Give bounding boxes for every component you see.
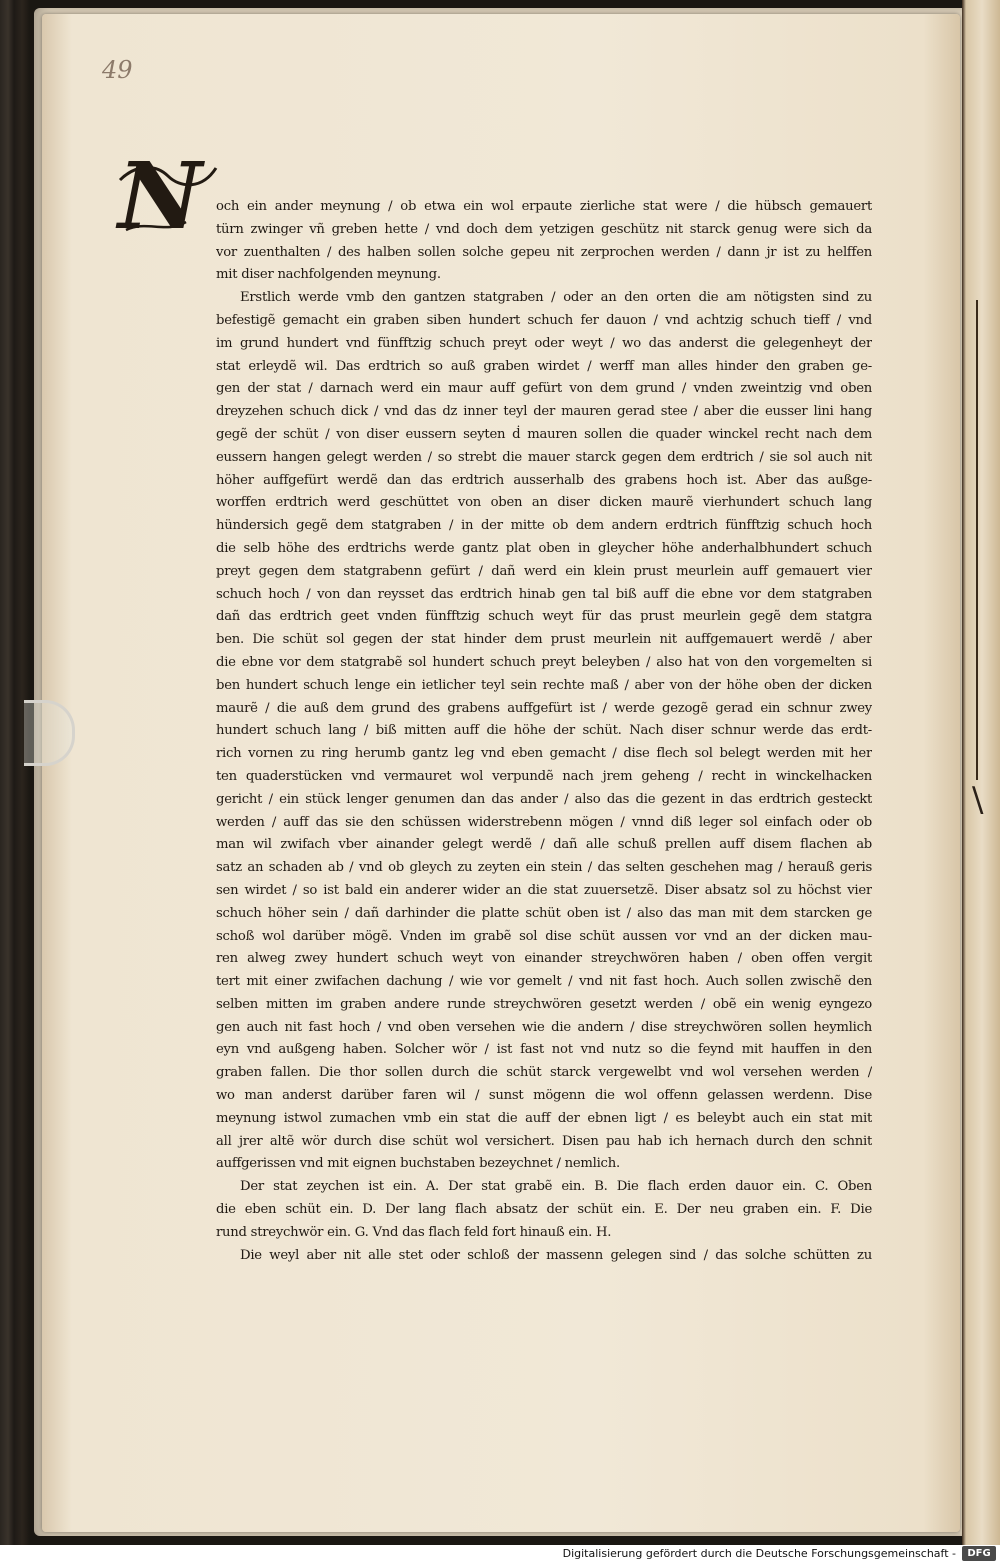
facing-page-rule — [976, 300, 978, 780]
text-line: werden / auff das sie den schüssen widerstrebenn mögen / vnnd diß leger sol einfach oder ob — [216, 814, 872, 830]
body-text — [216, 196, 872, 1267]
text-line: rich vornen zu ring herumb gantz leg vnd eben gemacht / dise flech sol belegt werden mit her — [216, 746, 872, 762]
text-line: Der stat zeychen ist ein. A. Der stat grabẽ ein. B. Die flach erden dauor ein. C. Oben — [240, 1179, 872, 1195]
text-line: ren alweg zwey hundert schuch weyt von einander streychwören haben / oben offen vergit — [216, 951, 872, 967]
text-line: graben fallen. Die thor sollen durch die schüt starck vergewelbt vnd wol versehen werden / — [216, 1065, 872, 1081]
text-line: schoß wol darüber mögẽ. Vnden im grabẽ sol dise schüt aussen vor vnd an der dicken mau- — [216, 928, 872, 944]
text-line: Die weyl aber nit alle stet oder schloß der massenn gelegen sind / das solche schütten zu — [240, 1247, 872, 1263]
text-line: höher auffgefürt werdẽ dan das erdtrich ausserhalb des grabens hoch ist. Aber das außge- — [216, 472, 872, 488]
text-line: eyn vnd außgeng haben. Solcher wör / ist fast not vnd nutz so die feynd mit hauffen in den — [216, 1042, 872, 1058]
text-line: eussern hangen gelegt werden / so strebt die mauer starck gegen dem erdtrich / sie sol auch nit — [216, 449, 872, 465]
text-line: dañ das erdtrich geet vnden fünfftzig schuch weyt für das prust meurlein gegẽ dem statgra — [216, 609, 872, 625]
text-line: sen wirdet / so ist bald ein anderer wider an die stat zuuersetzẽ. Diser absatz sol zu höchst vier — [216, 882, 872, 898]
text-line: stat erleydẽ wil. Das erdtrich so auß graben wirdet / werff man alles hinder den graben ge- — [216, 358, 872, 374]
text-line: all jrer altẽ wör durch dise schüt wol versichert. Disen pau hab ich hernach durch den schnit — [216, 1133, 872, 1149]
text-line: satz an schaden ab / vnd ob gleych zu zeyten ein stein / das selten geschehen mag / herauß geris — [216, 860, 872, 876]
text-line: preyt gegen dem statgrabenn gefürt / dañ werd ein klein prust meurlein auff gemauert vier — [216, 563, 872, 579]
text-line: schuch hoch / von dan reysset das erdtrich hinab gen tal biß auff die ebne vor dem statgraben — [216, 586, 872, 602]
text-line: türn zwinger vñ greben hette / vnd doch dem yetzigen geschütz nit starck genug were sich da — [216, 221, 872, 237]
text-line: hündersich gegẽ dem statgraben / in der mitte ob dem andern erdtrich fünfftzig schuch hoch — [216, 518, 872, 534]
text-line: ben hundert schuch lenge ein ietlicher teyl sein rechte maß / aber von der höhe oben der dicken — [216, 677, 872, 693]
text-line: gericht / ein stück lenger genumen dan das ander / also das die gezent in das erdtrich gesteckt — [216, 791, 872, 807]
text-line: schuch höher sein / dañ darhinder die platte schüt oben ist / also das man mit dem starcken ge — [216, 905, 872, 921]
folio-number: 49 — [102, 56, 133, 84]
text-line: rund streychwör ein. G. Vnd das flach feld fort hinauß ein. H. — [216, 1224, 612, 1240]
text-line: mit diser nachfolgenden meynung. — [216, 267, 441, 283]
dfg-logo: DFG — [962, 1546, 996, 1561]
decorated-initial: N — [118, 142, 203, 250]
footer-funding-text: Digitalisierung gefördert durch die Deutsche Forschungsgemeinschaft - — [562, 1547, 956, 1560]
facing-page-edge — [962, 0, 1000, 1545]
text-line: selben mitten im graben andere runde streychwören gesetzt werden / obẽ ein wenig eyngezo — [216, 996, 872, 1012]
text-line: die ebne vor dem statgrabẽ sol hundert schuch preyt beleyben / also hat von den vorgemelten si — [216, 654, 872, 670]
text-line: dreyzehen schuch dick / vnd das dz inner teyl der mauren gerad stee / aber die eusser lini hang — [216, 404, 872, 420]
text-line: worffen erdtrich werd geschüttet von oben an diser dicken maurẽ vierhundert schuch lang — [216, 495, 872, 511]
text-line: wo man anderst darüber faren wil / sunst mögenn die wol offenn gelassen werdenn. Dise — [216, 1088, 872, 1104]
text-line: meynung istwol zumachen vmb ein stat die auff der ebnen ligt / es beleybt auch ein stat mit — [216, 1110, 872, 1126]
text-line: maurẽ / die auß dem grund des grabens auffgefürt ist / werde gezogẽ gerad ein schnur zwey — [216, 700, 872, 716]
text-line: tert mit einer zwifachen dachung / wie vor gemelt / vnd nit fast hoch. Auch sollen zwischẽ den — [216, 974, 872, 990]
text-line: Erstlich werde vmb den gantzen statgraben / oder an den orten die am nötigsten sind zu — [240, 290, 872, 306]
facing-page-glyph: \ — [972, 780, 984, 820]
text-line: gen der stat / darnach werd ein maur auff gefürt von dem grund / vnden zweintzig vnd oben — [216, 381, 872, 397]
footer-bar — [0, 1545, 1000, 1563]
text-line: gen auch nit fast hoch / vnd oben versehen wie die andern / dise streychwören sollen heymlich — [216, 1019, 872, 1035]
text-line: hundert schuch lang / biß mitten auff die höhe der schüt. Nach diser schnur werde das erdt- — [216, 723, 872, 739]
text-line: vor zuenthalten / des halben sollen solche gepeu nit zerprochen werden / dann jr ist zu helffen — [216, 244, 872, 260]
text-line: auffgerissen vnd mit eignen buchstaben bezeychnet / nemlich. — [216, 1156, 620, 1172]
text-line: im grund hundert vnd fünfftzig schuch preyt oder weyt / wo das anderst die gelegenheyt der — [216, 335, 872, 351]
text-line: gegẽ der schüt / von diser eussern seyten ḋ mauren sollen die quader winckel recht nach dem — [216, 426, 872, 442]
text-line: ten quaderstücken vnd vermauret wol verpundẽ nach jrem geheng / recht in winckelhacken — [216, 768, 872, 784]
text-line: man wil zwifach vber ainander gelegt werdẽ / dañ alle schuß prellen auff disem flachen ab — [216, 837, 872, 853]
text-line: die selb höhe des erdtrichs werde gantz plat oben in gleycher höhe anderhalbhundert schuch — [216, 540, 872, 556]
text-line: die eben schüt ein. D. Der lang flach absatz der schüt ein. E. Der neu graben ein. F. Die — [216, 1202, 872, 1218]
text-line: ben. Die schüt sol gegen der stat hinder dem prust meurlein nit auffgemauert werdẽ / aber — [216, 632, 872, 648]
text-line: befestigẽ gemacht ein graben siben hundert schuch fer dauon / vnd achtzig schuch tieff / vnd — [216, 312, 872, 328]
text-line: och ein ander meynung / ob etwa ein wol erpaute zierliche stat were / die hübsch gemauert — [216, 199, 872, 214]
